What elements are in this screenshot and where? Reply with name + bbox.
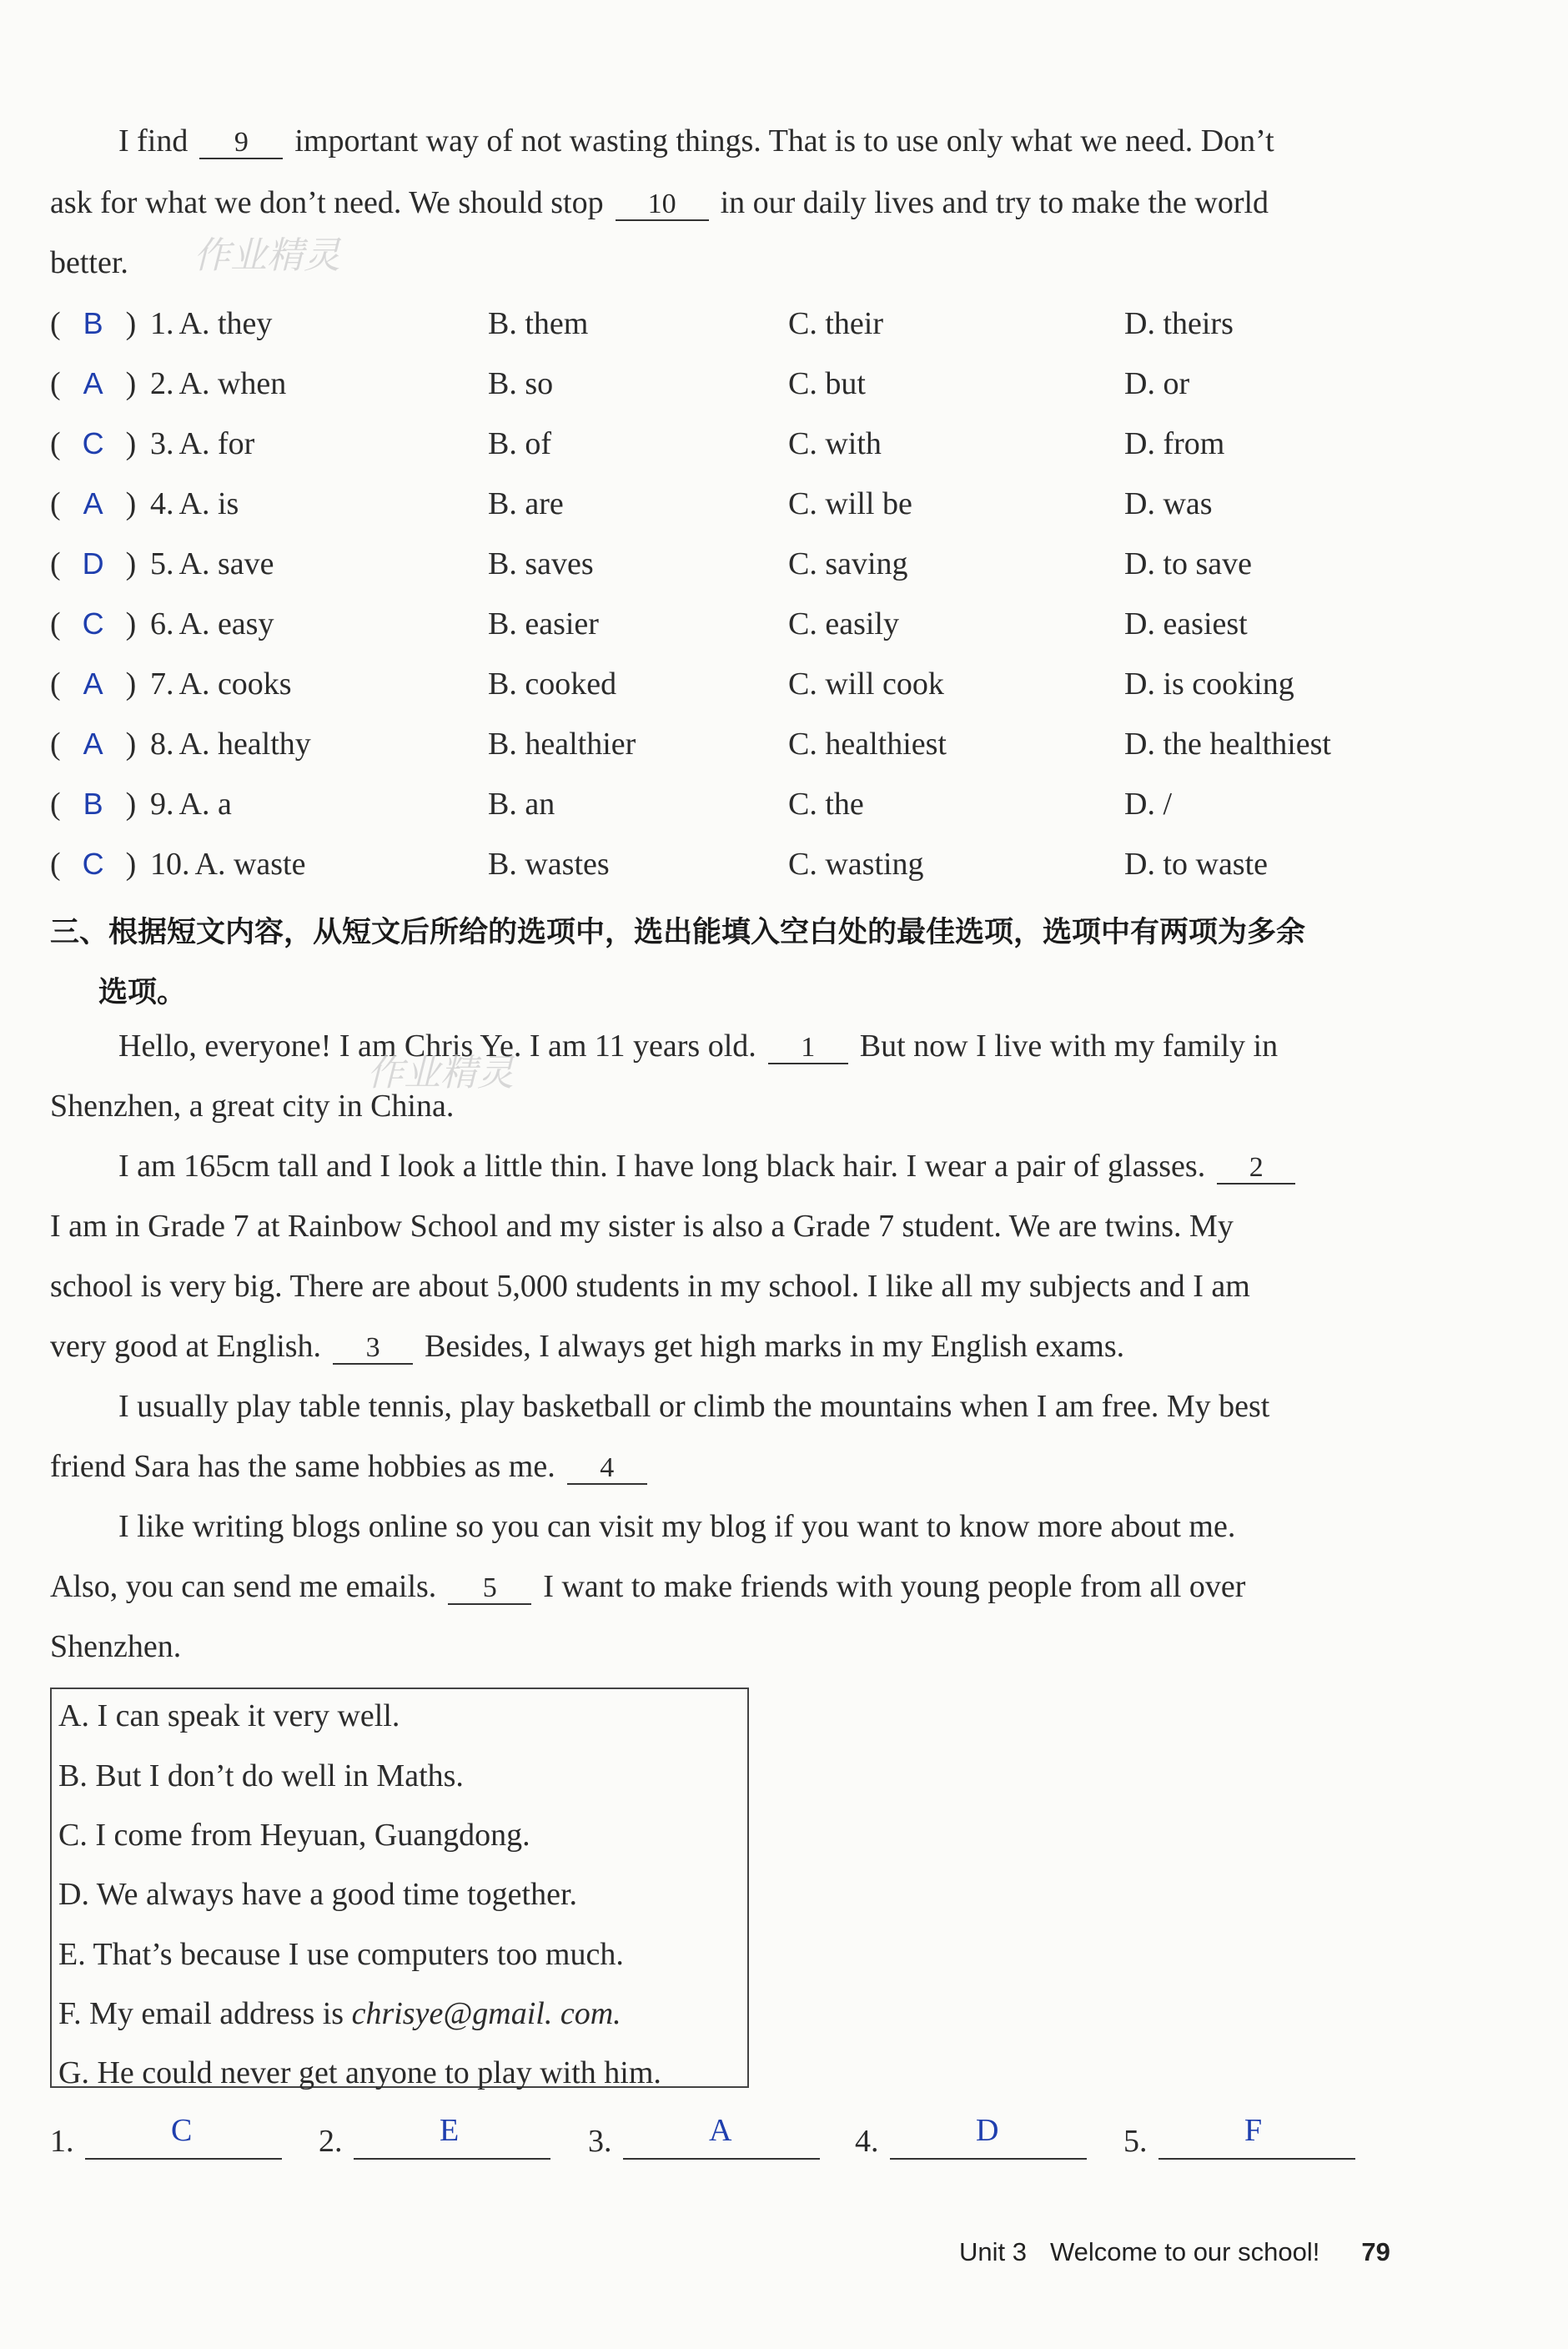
question-number: 5. [150,546,174,581]
footer-unit: Unit 3 [959,2237,1027,2266]
question-row [0,485,1568,527]
option-c: C. will be [788,486,912,521]
final-number: 4. [855,2124,879,2159]
final-answer-letter: F [1244,2113,1263,2148]
s3-line [118,1030,1278,1064]
text-segment: very good at English. [50,1329,322,1364]
option-a: A. they [178,306,273,341]
option-d: D. to save [1124,546,1253,581]
text-segment: in our daily lives and try to make the world [720,185,1269,220]
option-b: B. an [488,787,555,822]
s3-blank-1: 1 [768,1033,848,1064]
answer-blank-line [890,2158,1087,2160]
section-3-heading: 三、根据短文内容，从短文后所给的选项中，选出能填入空白处的最佳选项，选项中有两项为多余 [50,916,1306,949]
option-b: B. cooked [488,666,617,702]
s3-blank-5: 5 [448,1573,531,1605]
final-number: 3. [588,2124,612,2159]
option-b: B. them [488,306,589,341]
final-number: 2. [319,2124,343,2159]
question-row [0,606,1568,647]
passage-line-1 [118,125,1274,159]
option-b: B. are [488,486,564,521]
passage-line-2 [50,187,1269,221]
answer-paren: ( C ) [50,847,137,882]
question-row [0,365,1568,407]
question-num-and-option-a [150,305,272,342]
section-3-heading-cont: 选项。 [98,976,187,1009]
option-a: A. easy [178,606,274,641]
final-number: 1. [50,2124,74,2159]
question-number: 2. [150,366,174,401]
question-num-and-option-a [150,425,254,462]
answer-letter: A [83,727,103,761]
answer-letter: C [82,847,104,881]
question-num-and-option-a [150,846,305,883]
answer-blank-line [623,2158,820,2160]
option-b: B. saves [488,546,594,581]
question-number: 4. [150,486,174,521]
option-d: D. was [1124,486,1213,521]
option-a: A. save [178,546,274,581]
s3-line: school is very big. There are about 5,000 students in my school. I like all my subjects and I am [50,1269,1250,1304]
option-d: D. / [1124,787,1172,822]
s3-line: Shenzhen. [50,1629,182,1664]
question-row [0,846,1568,888]
answer-paren: ( B ) [50,306,137,341]
option-f [58,1995,621,2032]
answer-letter: A [83,366,103,400]
s3-line [50,1451,659,1485]
question-num-and-option-a [150,606,274,642]
option-b: B. easier [488,606,599,641]
option-d: D. or [1124,366,1190,401]
question-num-and-option-a [150,485,239,522]
option-c: C. wasting [788,847,924,882]
question-row [0,425,1568,467]
option-a: A. for [178,426,255,461]
answer-letter: A [83,666,103,701]
text-segment: But now I live with my family in [859,1029,1279,1064]
text-segment: friend Sara has the same hobbies as me. [50,1449,555,1484]
question-number: 1. [150,306,174,341]
answer-paren: ( A ) [50,727,137,762]
text-segment: I find [118,123,188,158]
option-a: A. I can speak it very well. [58,1698,400,1733]
question-row [0,305,1568,347]
final-answer-letter: C [171,2113,193,2148]
option-a: A. is [178,486,239,521]
option-c: C. I come from Heyuan, Guangdong. [58,1818,530,1853]
question-num-and-option-a [150,365,286,402]
text-segment: Besides, I always get high marks in my English exams. [425,1329,1125,1364]
option-a: A. cooks [178,666,292,702]
s3-blank-3: 3 [333,1333,413,1365]
final-answer-letter: D [976,2113,999,2148]
option-c: C. saving [788,546,908,581]
option-d: D. from [1124,426,1225,461]
question-number: 7. [150,666,174,702]
option-c: C. but [788,366,866,401]
answer-paren: ( A ) [50,486,137,521]
option-b: B. wastes [488,847,610,882]
option-d: D. is cooking [1124,666,1294,702]
answer-paren: ( A ) [50,366,137,401]
option-c: C. their [788,306,883,341]
s3-line [118,1150,1307,1185]
option-b: B. healthier [488,727,636,762]
email-address: chrisye@gmail. com. [351,1996,621,2031]
answer-blank-line [1158,2158,1355,2160]
question-num-and-option-a [150,666,292,702]
option-c: C. will cook [788,666,944,702]
option-a: A. waste [194,847,306,882]
answer-paren: ( C ) [50,606,137,641]
footer [959,2237,1390,2267]
text-segment: I want to make friends with young people from all over [543,1569,1246,1604]
option-a: A. when [178,366,287,401]
watermark-logo: 作业精灵 [193,234,340,277]
answer-letter: A [83,486,103,521]
s3-line: Shenzhen, a great city in China. [50,1089,455,1124]
answer-letter: C [82,426,104,460]
question-number: 10. [150,847,190,882]
answer-paren: ( B ) [50,787,137,822]
option-d: D. theirs [1124,306,1234,341]
option-c: C. with [788,426,882,461]
option-b: B. so [488,366,554,401]
footer-title: Welcome to our school! [1049,2237,1320,2266]
s3-line [50,1571,1245,1605]
final-answer-letter: E [440,2113,460,2148]
option-a: A. healthy [178,727,311,762]
option-d: D. to waste [1124,847,1269,882]
question-number: 3. [150,426,174,461]
option-d: D. easiest [1124,606,1248,641]
s3-line: I like writing blogs online so you can visit my blog if you want to know more about me. [118,1509,1236,1544]
option-c: C. easily [788,606,899,641]
option-a: A. a [178,787,232,822]
option-c: C. the [788,787,864,822]
option-d: D. the healthiest [1124,727,1331,762]
option-b: B. of [488,426,551,461]
answer-paren: ( D ) [50,546,137,581]
option-e: E. That’s because I use computers too much. [58,1937,624,1972]
blank-10: 10 [616,189,709,221]
option-c: C. healthiest [788,727,947,762]
option-d: D. We always have a good time together. [58,1877,578,1912]
answer-letter: B [83,787,103,821]
final-number: 5. [1123,2124,1148,2159]
answer-blank-line [354,2158,550,2160]
text-segment: important way of not wasting things. That is to use only what we need. Don’t [294,123,1274,158]
watermark-logo: 作业精灵 [367,1052,514,1094]
options-box [50,1688,749,2088]
answer-paren: ( A ) [50,666,137,702]
question-row [0,726,1568,767]
s3-blank-2: 2 [1217,1153,1295,1185]
s3-line [50,1330,1124,1365]
text-segment: ask for what we don’t need. We should stop [50,185,604,220]
question-row [0,786,1568,827]
page-number: 79 [1361,2237,1390,2266]
answer-letter: D [82,546,104,581]
passage-line-3: better. [50,245,128,280]
text-segment: F. My email address is [58,1996,352,2031]
s3-line: I usually play table tennis, play basketball or climb the mountains when I am free. My best [118,1389,1270,1424]
blank-9: 9 [199,128,283,159]
option-g: G. He could never get anyone to play with him. [58,2055,661,2090]
question-num-and-option-a [150,726,311,762]
question-number: 8. [150,727,174,762]
question-num-and-option-a [150,546,274,582]
text-segment: Hello, everyone! I am Chris Ye. I am 11 years old. [118,1029,756,1064]
text-segment: I am 165cm tall and I look a little thin. I have long black hair. I wear a pair of glasses. [118,1149,1206,1184]
question-number: 9. [150,787,174,822]
final-answer-letter: A [709,2113,732,2148]
question-number: 6. [150,606,174,641]
option-b: B. But I don’t do well in Maths. [58,1758,464,1793]
question-row [0,666,1568,707]
s3-blank-4: 4 [567,1453,647,1485]
answer-paren: ( C ) [50,426,137,461]
answer-letter: C [82,606,104,641]
answer-letter: B [83,306,103,340]
question-row [0,546,1568,587]
answer-blank-line [85,2158,282,2160]
s3-line: I am in Grade 7 at Rainbow School and my sister is also a Grade 7 student. We are twins. My [50,1209,1234,1244]
text-segment: Also, you can send me emails. [50,1569,437,1604]
question-num-and-option-a [150,786,232,822]
